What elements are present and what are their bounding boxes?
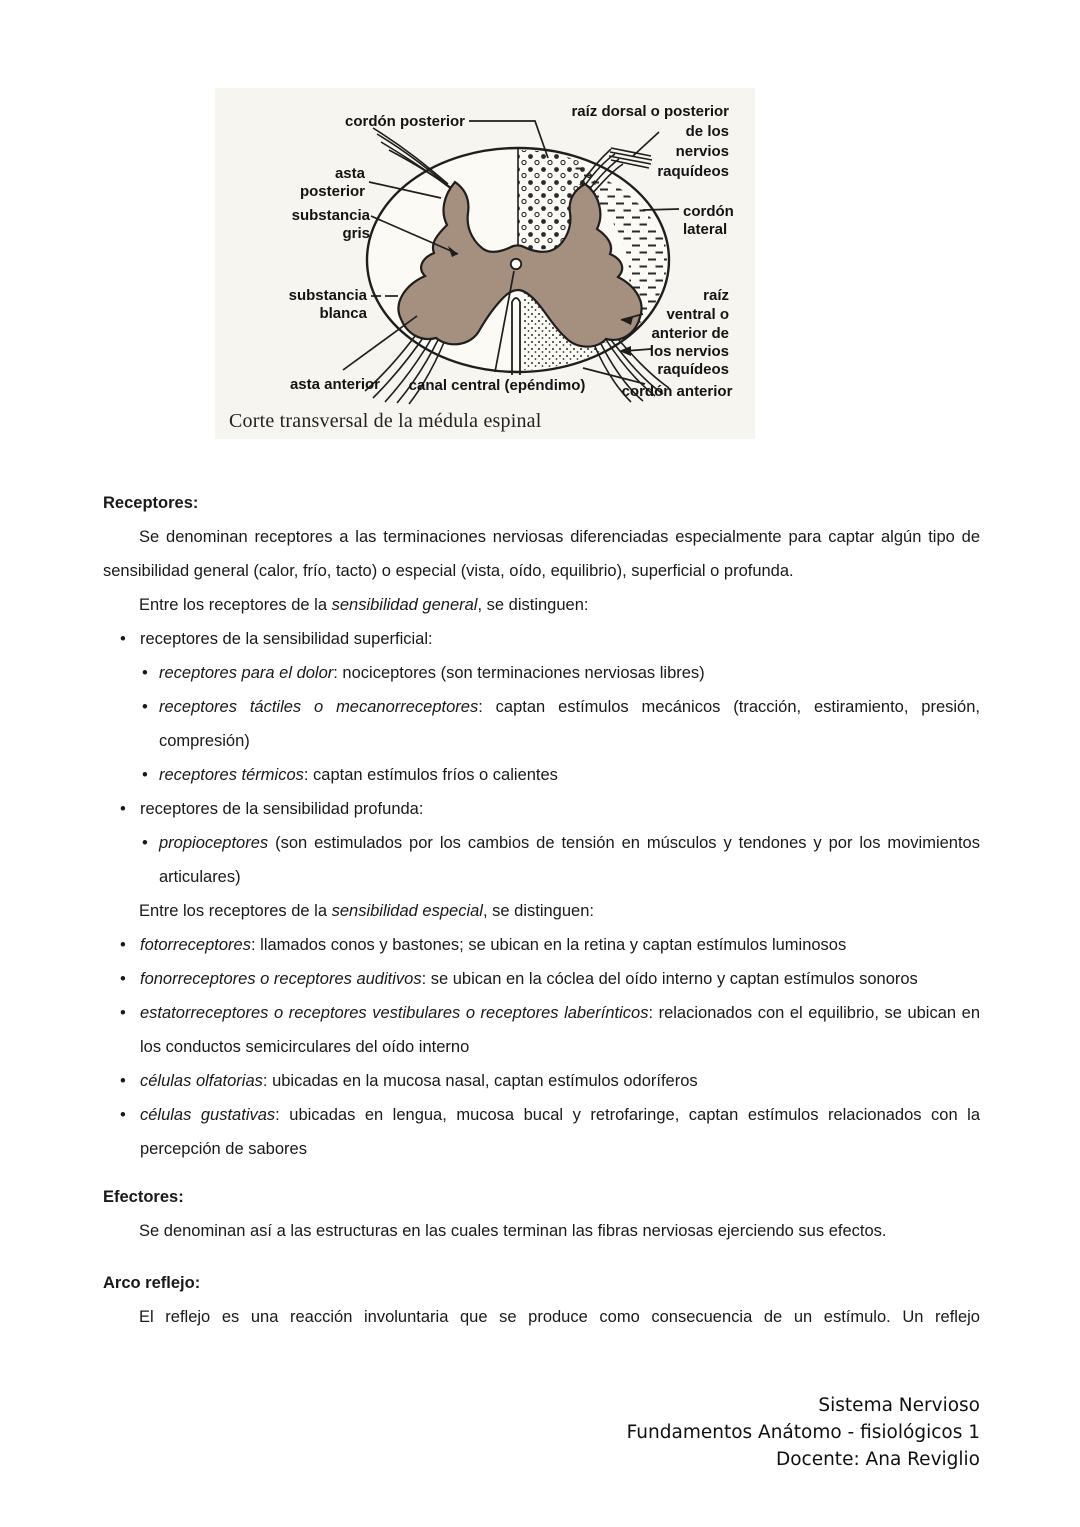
text-run: receptores de la sensibilidad profunda: bbox=[140, 800, 424, 818]
svg-text:substancia: substancia bbox=[291, 207, 370, 224]
footer-line-subject: Fundamentos Anátomo - fisiológicos 1 bbox=[626, 1422, 980, 1443]
text-run: Entre los receptores de la bbox=[139, 902, 332, 920]
text-run: Se denominan receptores a las terminaciones nerviosas diferenciadas especialmente para captar algún tipo de sensibilidad general (calor, frío, tacto) o especial (vista, oído, equilibrio), superficial o profunda. bbox=[103, 528, 980, 580]
text-run: : nociceptores (son terminaciones nerviosas libres) bbox=[333, 664, 705, 682]
text-run: (son estimulados por los cambios de tensión en músculos y tendones y por los movimientos articulares) bbox=[159, 834, 980, 886]
text-run: , se distinguen: bbox=[477, 596, 589, 614]
bullet-marker: • bbox=[120, 630, 126, 648]
bullet-item bbox=[103, 928, 980, 962]
svg-text:los nervios: los nervios bbox=[649, 343, 729, 360]
text-run: fonorreceptores o receptores auditivos bbox=[140, 970, 422, 988]
bullet-item bbox=[103, 656, 980, 690]
text-run: células olfatorias bbox=[140, 1072, 263, 1090]
text-run: : se ubican en la cóclea del oído interno y captan estímulos sonoros bbox=[421, 970, 918, 988]
bullet-item bbox=[103, 1064, 980, 1098]
footer-line-course: Sistema Nervioso bbox=[818, 1395, 980, 1416]
svg-text:nervios: nervios bbox=[675, 143, 729, 160]
svg-text:blanca: blanca bbox=[319, 305, 367, 322]
bullet-marker: • bbox=[120, 800, 126, 818]
section-heading bbox=[103, 1266, 980, 1300]
svg-text:cordón: cordón bbox=[683, 203, 734, 220]
text-run: Arco reflejo: bbox=[103, 1274, 201, 1292]
text-run: Se denominan así a las estructuras en las cuales terminan las fibras nerviosas ejerciendo sus efectos. bbox=[139, 1222, 887, 1240]
text-run: : captan estímulos mecánicos (tracción, estiramiento, presión, compresión) bbox=[159, 698, 980, 750]
svg-text:de los: de los bbox=[685, 123, 729, 140]
figure-label-canal-central: canal central (epéndimo) bbox=[408, 377, 586, 394]
footer-line-teacher: Docente: Ana Reviglio bbox=[775, 1449, 980, 1470]
section-heading bbox=[103, 486, 980, 520]
text-run: Entre los receptores de la bbox=[139, 596, 332, 614]
figure-label-substancia-blanca bbox=[289, 287, 368, 322]
bullet-marker: • bbox=[142, 664, 148, 682]
text-run: , se distinguen: bbox=[482, 902, 594, 920]
figure-label-cordon-posterior: cordón posterior bbox=[344, 113, 465, 130]
text-run: propioceptores bbox=[159, 834, 269, 852]
text-run: Receptores: bbox=[103, 494, 199, 512]
svg-text:raíz: raíz bbox=[703, 287, 729, 304]
spinal-cord-diagram bbox=[215, 88, 755, 408]
figure-caption: Corte transversal de la médula espinal bbox=[229, 410, 542, 432]
spinal-cord-figure bbox=[215, 88, 755, 439]
figure-label-cordon-anterior: cordón anterior bbox=[621, 383, 733, 400]
page-footer bbox=[627, 1392, 980, 1473]
paragraph bbox=[103, 894, 980, 928]
text-run: células gustativas bbox=[140, 1106, 276, 1124]
text-run: : captan estímulos fríos o calientes bbox=[303, 766, 558, 784]
text-content bbox=[103, 486, 980, 1334]
paragraph bbox=[103, 588, 980, 622]
text-run: receptores de la sensibilidad superficial: bbox=[140, 630, 433, 648]
svg-text:gris: gris bbox=[342, 225, 370, 242]
figure-label-substancia-gris bbox=[292, 207, 371, 242]
bullet-marker: • bbox=[120, 970, 126, 988]
paragraph bbox=[103, 520, 980, 588]
bullet-marker: • bbox=[120, 936, 126, 954]
bullet-marker: • bbox=[142, 698, 148, 716]
svg-text:anterior de: anterior de bbox=[651, 325, 729, 342]
text-run: El reflejo es una reacción involuntaria que se produce como consecuencia de un estímulo. Un reflejo bbox=[139, 1308, 980, 1326]
text-run: sensibilidad especial bbox=[331, 902, 483, 920]
svg-text:lateral: lateral bbox=[683, 221, 728, 238]
svg-text:raquídeos: raquídeos bbox=[657, 163, 729, 180]
svg-text:posterior: posterior bbox=[299, 183, 365, 200]
bullet-marker: • bbox=[120, 1004, 126, 1022]
bullet-item bbox=[103, 690, 980, 758]
bullet-item bbox=[103, 622, 980, 656]
svg-text:raquídeos: raquídeos bbox=[657, 361, 729, 378]
text-run: fotorreceptores bbox=[140, 936, 251, 954]
central-canal bbox=[511, 259, 521, 269]
bullet-marker: • bbox=[120, 1072, 126, 1090]
figure-label-cordon-lateral bbox=[683, 203, 734, 238]
paragraph bbox=[103, 1214, 980, 1248]
bullet-item bbox=[103, 1098, 980, 1166]
svg-text:substancia: substancia bbox=[288, 287, 367, 304]
bullet-item bbox=[103, 996, 980, 1064]
text-run: estatorreceptores o receptores vestibulares o receptores laberínticos bbox=[140, 1004, 649, 1022]
section-heading bbox=[103, 1180, 980, 1214]
text-run: : llamados conos y bastones; se ubican en la retina y captan estímulos luminosos bbox=[250, 936, 847, 954]
figure-label-raiz-ventral bbox=[650, 287, 729, 378]
bullet-item bbox=[103, 962, 980, 996]
text-run: receptores táctiles o mecanorreceptores bbox=[159, 698, 479, 716]
text-run: Efectores: bbox=[103, 1188, 184, 1206]
text-run: receptores para el dolor bbox=[159, 664, 334, 682]
bullet-marker: • bbox=[142, 766, 148, 784]
text-run: sensibilidad general bbox=[331, 596, 478, 614]
bullet-marker: • bbox=[120, 1106, 126, 1124]
text-run: receptores térmicos bbox=[159, 766, 304, 784]
bullet-item bbox=[103, 792, 980, 826]
figure-label-asta-posterior bbox=[300, 165, 366, 200]
text-run: : ubicadas en lengua, mucosa bucal y retrofaringe, captan estímulos relacionados con la percepción de sabores bbox=[140, 1106, 980, 1158]
bullet-marker: • bbox=[142, 834, 148, 852]
text-run: : ubicadas en la mucosa nasal, captan estímulos odoríferos bbox=[262, 1072, 698, 1090]
bullet-item bbox=[103, 758, 980, 792]
text-run: : relacionados con el equilibrio, se ubican en los conductos semicirculares del oído interno bbox=[140, 1004, 980, 1056]
svg-text:raíz dorsal o posterior: raíz dorsal o posterior bbox=[571, 103, 729, 120]
svg-text:ventral o: ventral o bbox=[666, 306, 729, 323]
svg-text:asta: asta bbox=[334, 165, 365, 182]
figure-label-asta-anterior: asta anterior bbox=[289, 376, 381, 393]
bullet-item bbox=[103, 826, 980, 894]
paragraph bbox=[103, 1300, 980, 1334]
